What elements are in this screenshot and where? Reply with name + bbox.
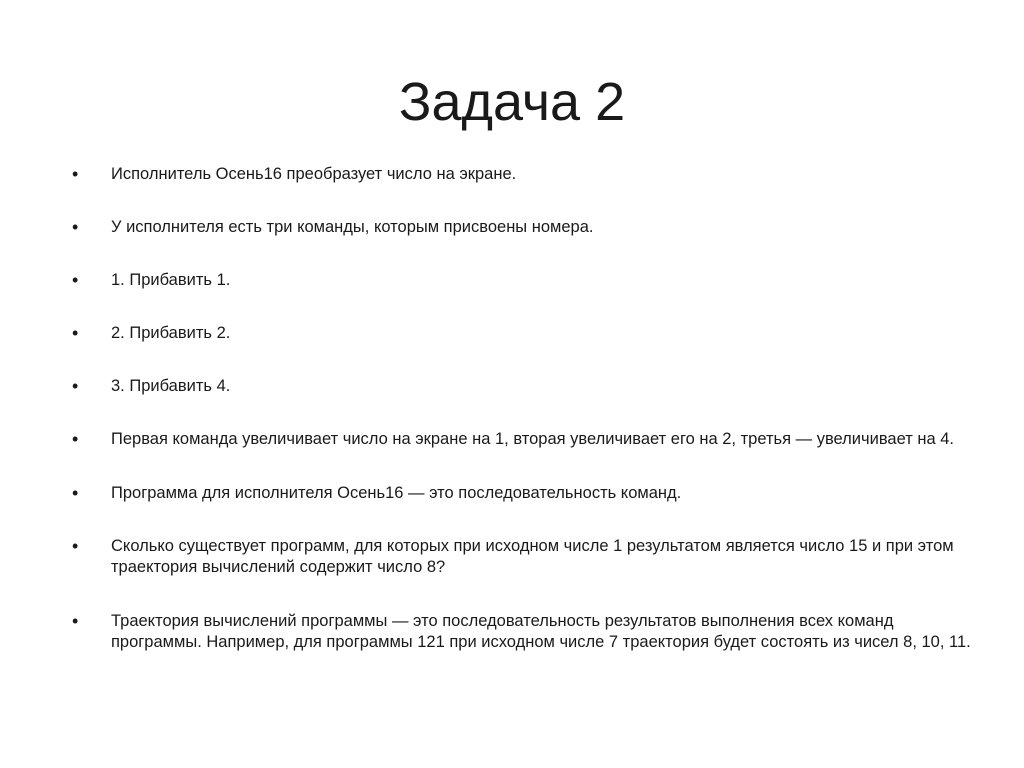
bullet-item xyxy=(72,270,972,291)
bullet-text: У исполнителя есть три команды, которым присвоены номера. xyxy=(111,218,594,236)
bullet-text: Сколько существует программ, для которых при исходном числе 1 результатом является число 15 и при этом траектория вычислений содержит число 8? xyxy=(111,537,954,576)
bullet-text: 1. Прибавить 1. xyxy=(111,271,231,289)
bullet-text: 2. Прибавить 2. xyxy=(111,324,231,342)
bullet-dot-icon: • xyxy=(72,164,79,184)
bullet-dot-icon: • xyxy=(72,429,79,449)
slide-title: Задача 2 xyxy=(398,72,626,132)
bullet-item xyxy=(72,164,972,185)
bullet-dot-icon: • xyxy=(72,483,79,503)
bullet-item xyxy=(72,483,972,504)
bullet-text: Программа для исполнителя Осень16 — это последовательность команд. xyxy=(111,484,682,502)
bullet-dot-icon: • xyxy=(72,323,79,343)
bullet-text: 3. Прибавить 4. xyxy=(111,377,231,395)
bullet-text: Исполнитель Осень16 преобразует число на экране. xyxy=(111,165,517,183)
bullet-dot-icon: • xyxy=(72,270,79,290)
bullet-item xyxy=(72,611,972,653)
bullet-item xyxy=(72,323,972,344)
bullet-dot-icon: • xyxy=(72,376,79,396)
bullet-item xyxy=(72,429,972,450)
bullet-dot-icon: • xyxy=(72,536,79,556)
bullet-item xyxy=(72,376,972,397)
bullet-text: Траектория вычислений программы — это последовательность результатов выполнения всех команд программы. Например, для программы 121 при исходном числе 7 траектория будет состоять из чисел 8, 10, 11. xyxy=(111,612,971,651)
bullet-list xyxy=(72,164,972,685)
bullet-text: Первая команда увеличивает число на экране на 1, вторая увеличивает его на 2, третья — увеличивает на 4. xyxy=(111,430,954,448)
bullet-dot-icon: • xyxy=(72,611,79,631)
bullet-item xyxy=(72,217,972,238)
bullet-dot-icon: • xyxy=(72,217,79,237)
bullet-item xyxy=(72,536,972,578)
